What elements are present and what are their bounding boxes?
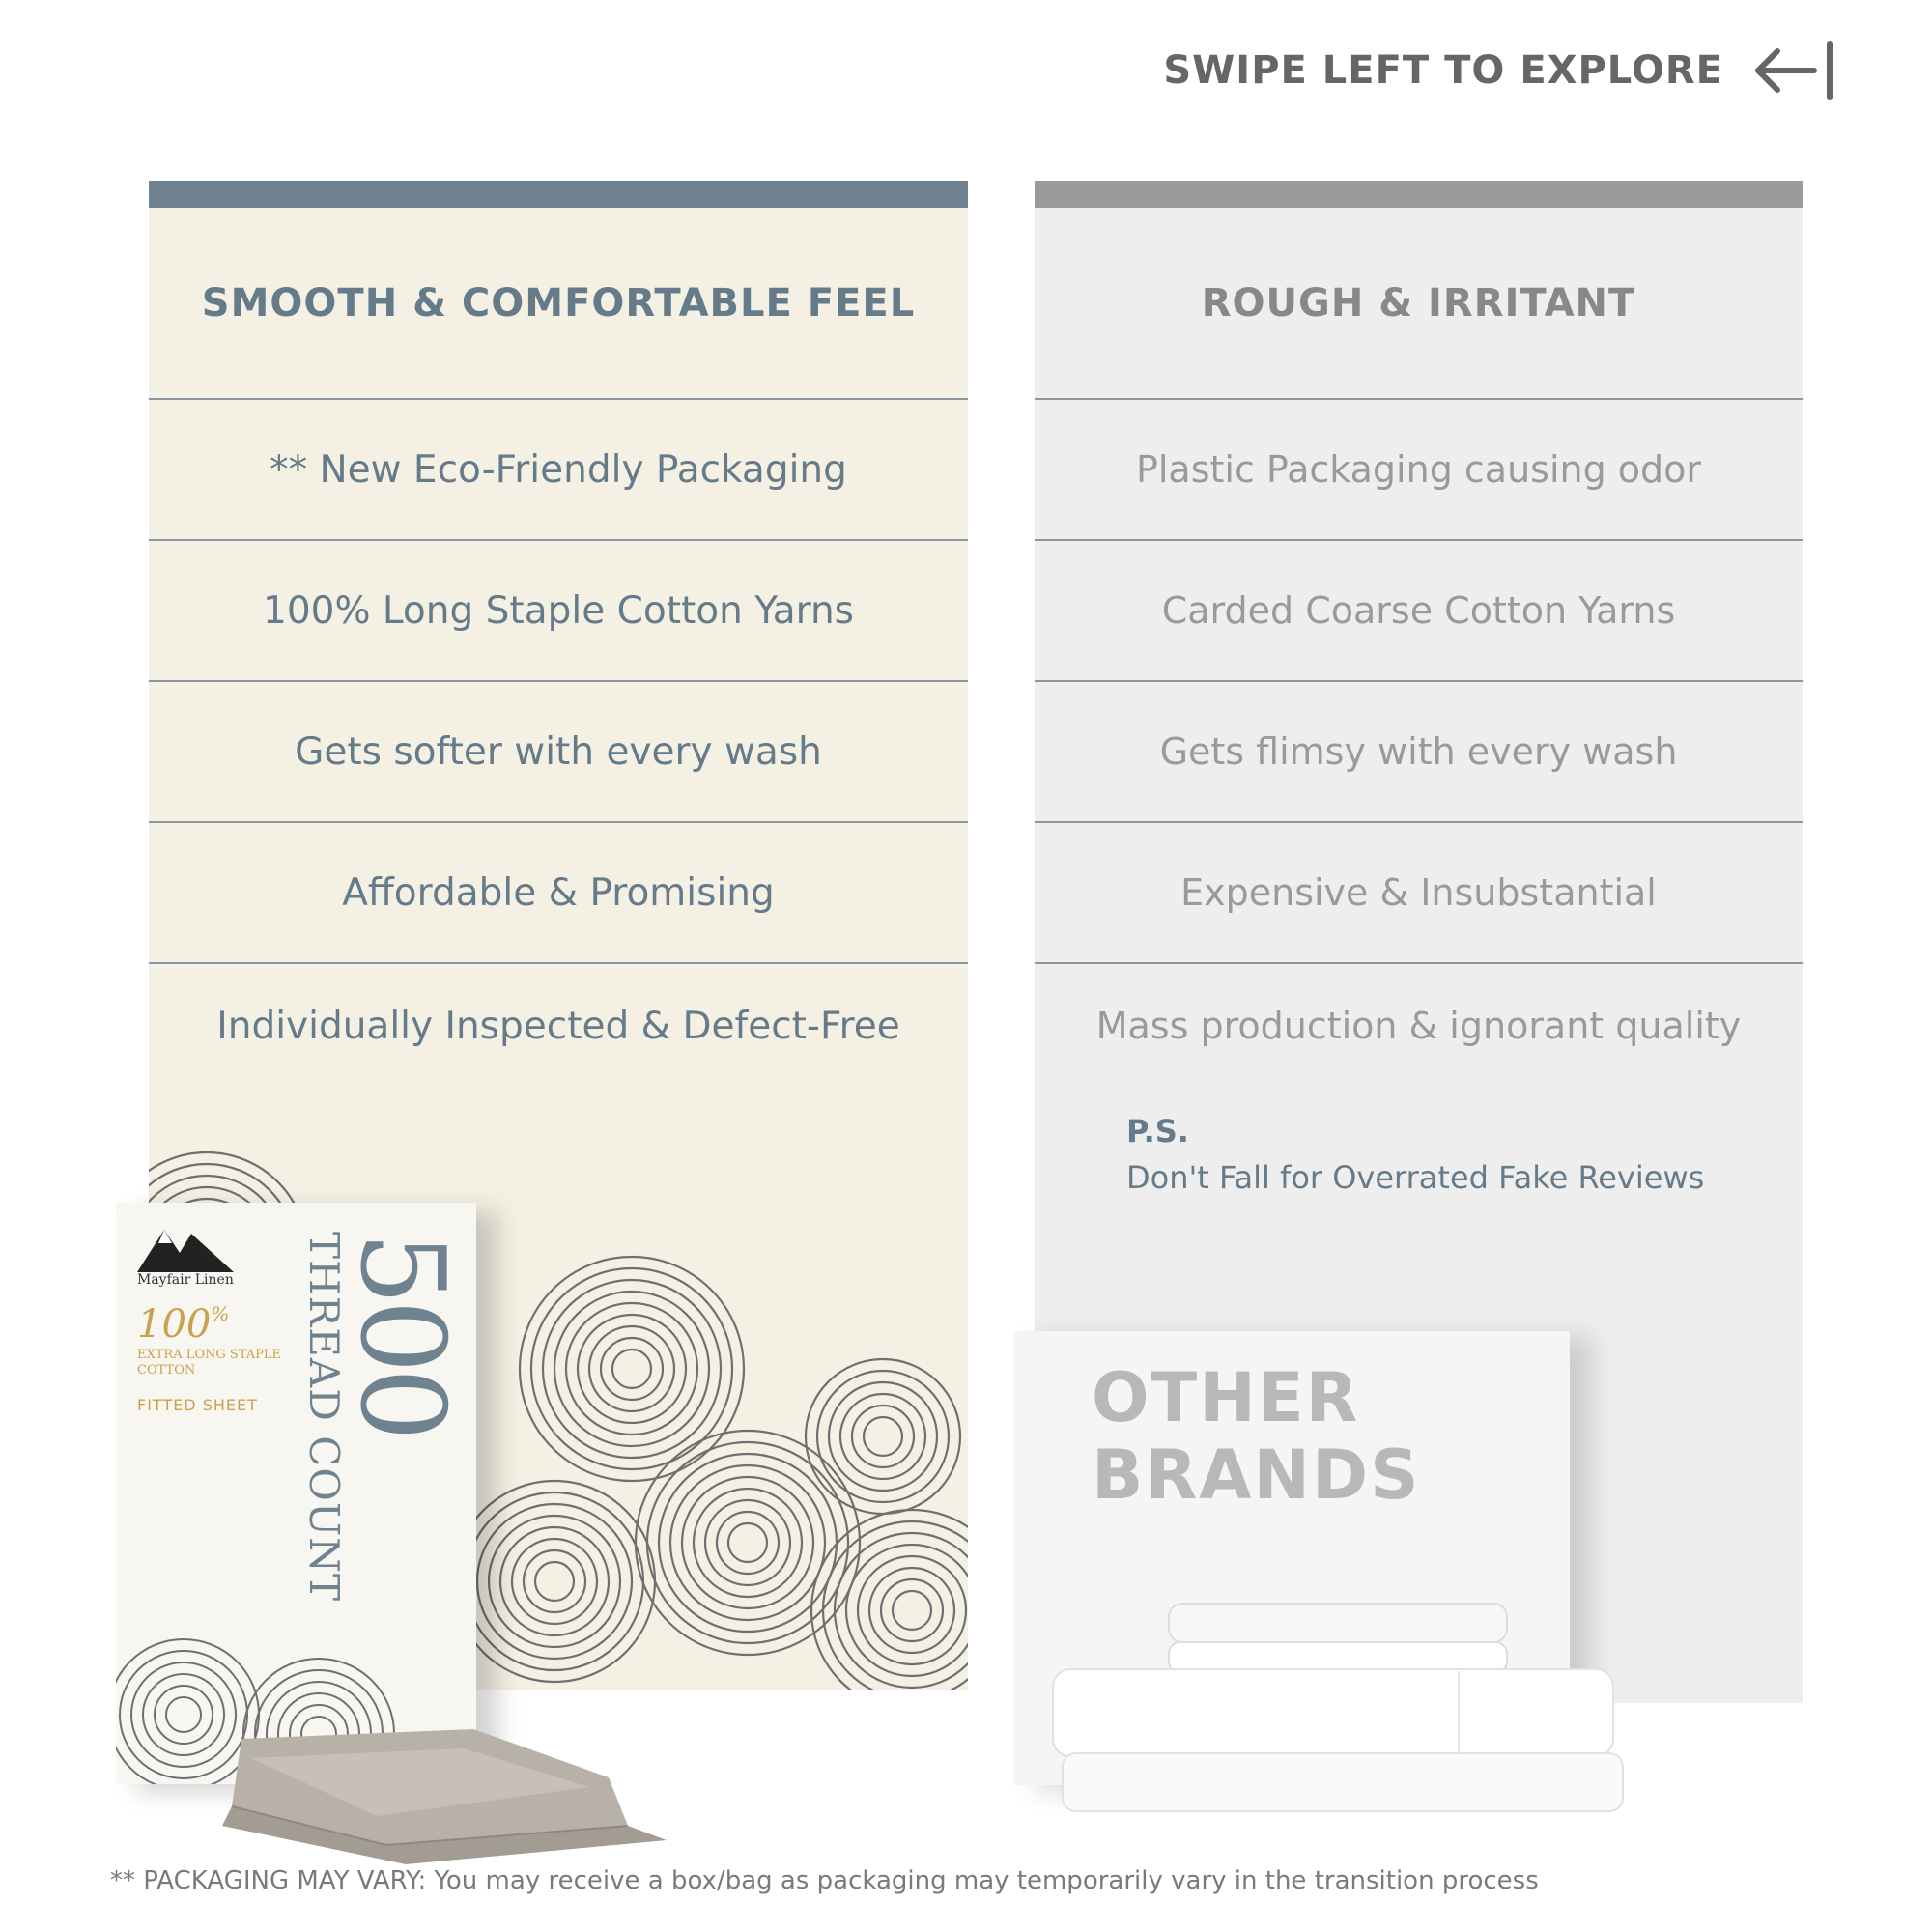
taupe-sheet-image bbox=[222, 1719, 667, 1874]
feature-row-packaging: Plastic Packaging causing odor bbox=[1035, 398, 1803, 539]
thread-count-rotated bbox=[300, 1232, 469, 1657]
thread-count-label: THREAD COUNT bbox=[300, 1232, 348, 1603]
feature-row-wash: Gets softer with every wash bbox=[149, 680, 968, 821]
feature-row-price: Expensive & Insubstantial bbox=[1035, 821, 1803, 962]
swipe-hint bbox=[1140, 46, 1835, 95]
column-top-bar bbox=[1035, 181, 1803, 208]
feature-row-packaging: ** New Eco-Friendly Packaging bbox=[149, 398, 968, 539]
cotton-percentage bbox=[137, 1302, 229, 1347]
white-sheets-image bbox=[1043, 1594, 1642, 1826]
packaging-footnote: ** PACKAGING MAY VARY: You may receive a box/bag as packaging may temporarily vary in the transition process bbox=[110, 1866, 1539, 1895]
arrow-left-to-bar-icon[interactable] bbox=[1752, 40, 1835, 101]
other-brands-line-1: OTHER bbox=[1092, 1358, 1360, 1437]
other-brands-line-2: BRANDS bbox=[1092, 1435, 1421, 1515]
mountain-logo-icon bbox=[137, 1224, 234, 1272]
swipe-label: SWIPE LEFT TO EXPLORE bbox=[1163, 48, 1723, 93]
percent-value: 100 bbox=[137, 1302, 212, 1347]
mayfair-product-box bbox=[116, 1203, 476, 1784]
thread-count-number: 500 bbox=[334, 1232, 469, 1436]
ps-title: P.S. bbox=[1126, 1113, 1189, 1150]
feature-list bbox=[1035, 398, 1803, 1103]
percent-sign: % bbox=[211, 1302, 230, 1325]
feature-row-quality: Mass production & ignorant quality bbox=[1035, 962, 1803, 1103]
column-heading: SMOOTH & COMFORTABLE FEEL bbox=[201, 280, 916, 326]
feature-row-wash: Gets flimsy with every wash bbox=[1035, 680, 1803, 821]
material-label: EXTRA LONG STAPLE COTTON bbox=[137, 1348, 282, 1378]
ps-text: Don't Fall for Overrated Fake Reviews bbox=[1126, 1159, 1705, 1196]
column-top-bar bbox=[149, 181, 968, 208]
thread-count-block bbox=[300, 1232, 469, 1657]
ps-note bbox=[1126, 1108, 1704, 1201]
feature-row-quality: Individually Inspected & Defect-Free bbox=[149, 962, 968, 1103]
feature-row-price: Affordable & Promising bbox=[149, 821, 968, 962]
product-type-label: FITTED SHEET bbox=[137, 1396, 258, 1414]
column-heading: ROUGH & IRRITANT bbox=[1201, 280, 1636, 326]
feature-row-yarns: Carded Coarse Cotton Yarns bbox=[1035, 539, 1803, 680]
feature-row-yarns: 100% Long Staple Cotton Yarns bbox=[149, 539, 968, 680]
brand-name: Mayfair Linen bbox=[137, 1272, 234, 1288]
feature-list bbox=[149, 398, 968, 1103]
